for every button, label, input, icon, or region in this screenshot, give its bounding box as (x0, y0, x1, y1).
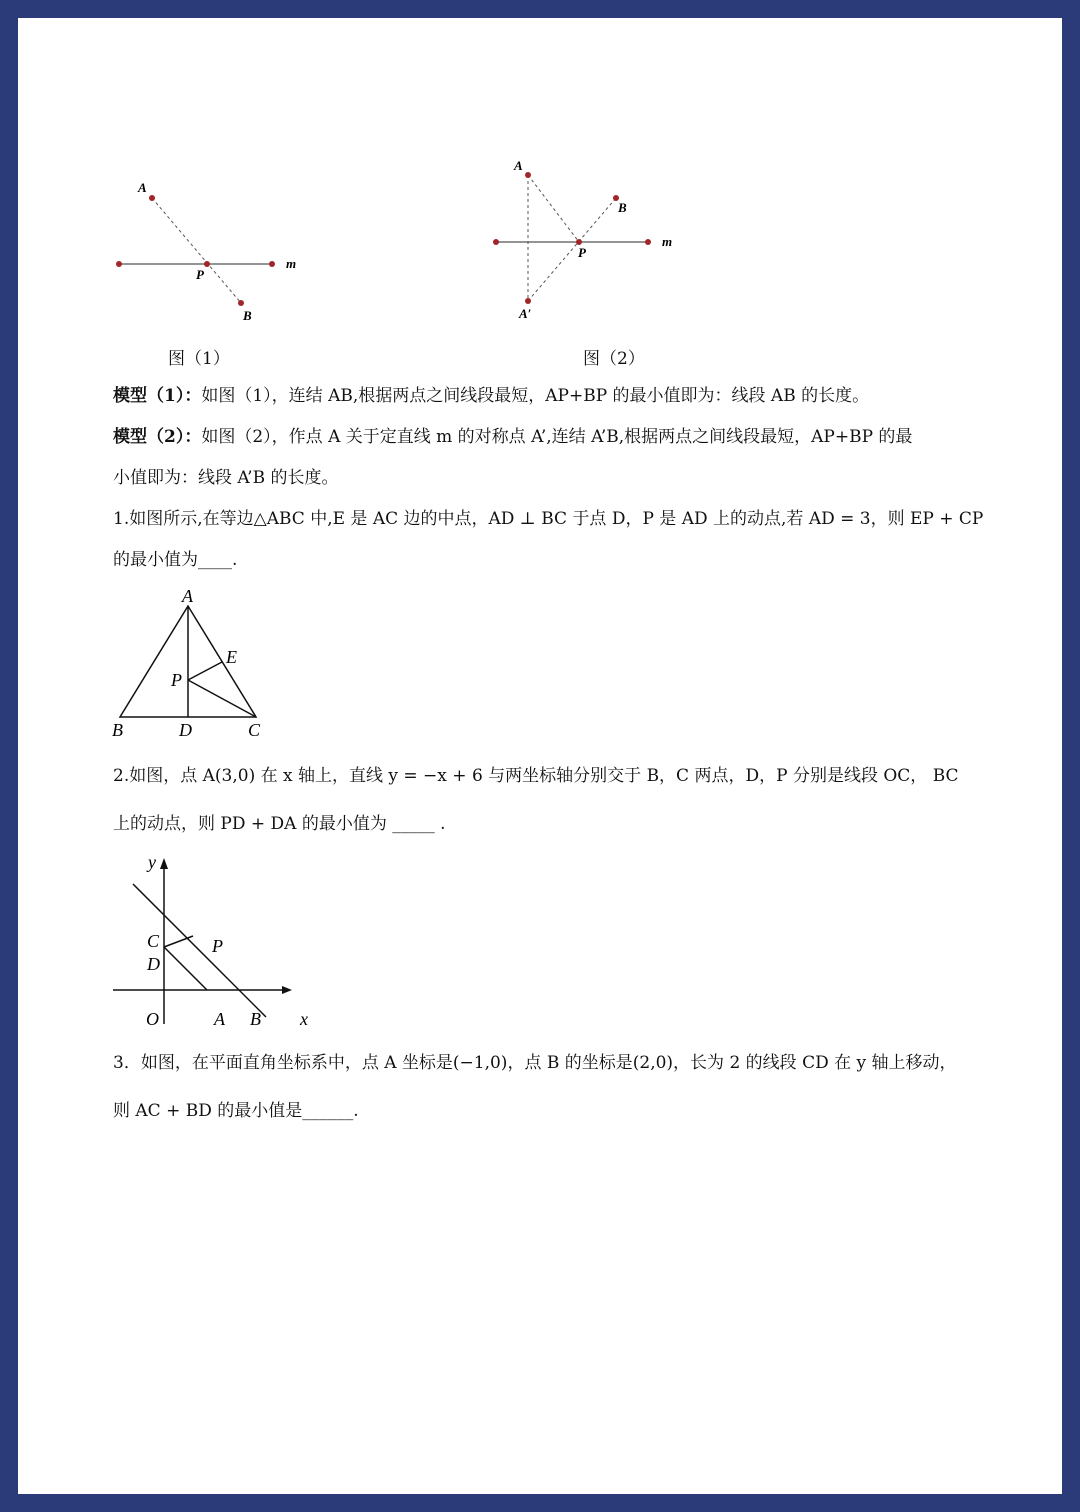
label-d: D (179, 720, 192, 740)
label-e: E (226, 647, 237, 667)
model-2-text-line-2: 小值即为：线段 A’B 的长度。 (113, 468, 339, 488)
figure-1-caption: 图（1） (168, 349, 230, 369)
label-y: y (148, 852, 156, 872)
label-x: x (300, 1009, 308, 1029)
x-axis-arrow-icon (282, 986, 292, 994)
question-3-line-2: 则 AC + BD 的最小值是______. (113, 1101, 359, 1121)
model-2-text-line-1: 如图（2），作点 A 关于定直线 m 的对称点 A’,连结 A’B,根据两点之间线段最短，AP+BP 的最 (201, 427, 913, 447)
label-p: P (171, 670, 182, 690)
point-left-end (116, 261, 122, 267)
segment-a-prime-b-dashed (528, 198, 616, 301)
segment-dp (164, 936, 193, 947)
question-2-line-1: 2.如图，点 A(3,0) 在 x 轴上，直线 y = −x + 6 与两坐标轴分别交于 B，C 两点，D，P 分别是线段 OC， BC (113, 766, 959, 786)
label-o: O (146, 1009, 159, 1029)
label-b: B (618, 200, 627, 215)
label-a: A (182, 586, 193, 606)
figure-2-caption: 图（2） (583, 349, 645, 369)
model-2-paragraph (113, 417, 983, 499)
figure-triangle-diagram (108, 586, 278, 741)
figure-1-diagram (108, 178, 328, 348)
point-a (149, 195, 155, 201)
label-m: m (662, 234, 673, 249)
model-2-title: 模型（2）： (113, 427, 202, 447)
point-p (204, 261, 210, 267)
label-a-prime: A′ (519, 306, 532, 321)
point-a (525, 172, 531, 178)
figure-2-diagram (488, 156, 708, 346)
label-p: P (578, 245, 586, 260)
segment-pe (188, 662, 222, 680)
worksheet-page (18, 18, 1062, 1494)
label-m: m (286, 256, 297, 271)
point-b (238, 300, 244, 306)
label-b: B (250, 1009, 261, 1029)
label-a: A (514, 158, 523, 173)
label-a: A (138, 180, 147, 195)
model-1-text: 如图（1），连结 AB,根据两点之间线段最短，AP+BP 的最小值即为：线段 AB 的长度。 (201, 386, 870, 406)
segment-da (164, 947, 207, 990)
y-axis-arrow-icon (160, 858, 168, 869)
question-2 (113, 752, 983, 848)
label-b: B (243, 308, 252, 323)
figure-coordinate-diagram (108, 852, 308, 1032)
question-3-line-1: 3．如图，在平面直角坐标系中，点 A 坐标是(−1,0)，点 B 的坐标是(2,0)，长为 2 的线段 CD 在 y 轴上移动， (113, 1053, 957, 1073)
label-p: P (196, 267, 204, 282)
model-1-paragraph (113, 376, 983, 417)
segment-ap-dashed (528, 175, 579, 242)
label-b: B (112, 720, 123, 740)
question-1 (113, 499, 983, 581)
point-a-prime (525, 298, 531, 304)
label-a: A (214, 1009, 225, 1029)
label-c: C (147, 931, 160, 951)
question-1-line-1: 1.如图所示,在等边△ABC 中,E 是 AC 边的中点，AD ⊥ BC 于点 D，P 是 AD 上的动点,若 AD = 3，则 EP + CP (113, 509, 984, 529)
question-3 (113, 1039, 983, 1135)
segment-ab-dashed (152, 198, 241, 303)
label-p: P (212, 936, 223, 956)
model-1-title: 模型（1）： (113, 386, 202, 406)
question-2-line-2: 上的动点，则 PD + DA 的最小值为 _____ . (113, 814, 446, 834)
label-d: D (147, 954, 160, 974)
question-1-line-2: 的最小值为____. (113, 550, 238, 570)
label-c: C (248, 720, 261, 740)
segment-pc (188, 680, 256, 717)
point-left-end (493, 239, 499, 245)
point-right-end (269, 261, 275, 267)
point-right-end (645, 239, 651, 245)
